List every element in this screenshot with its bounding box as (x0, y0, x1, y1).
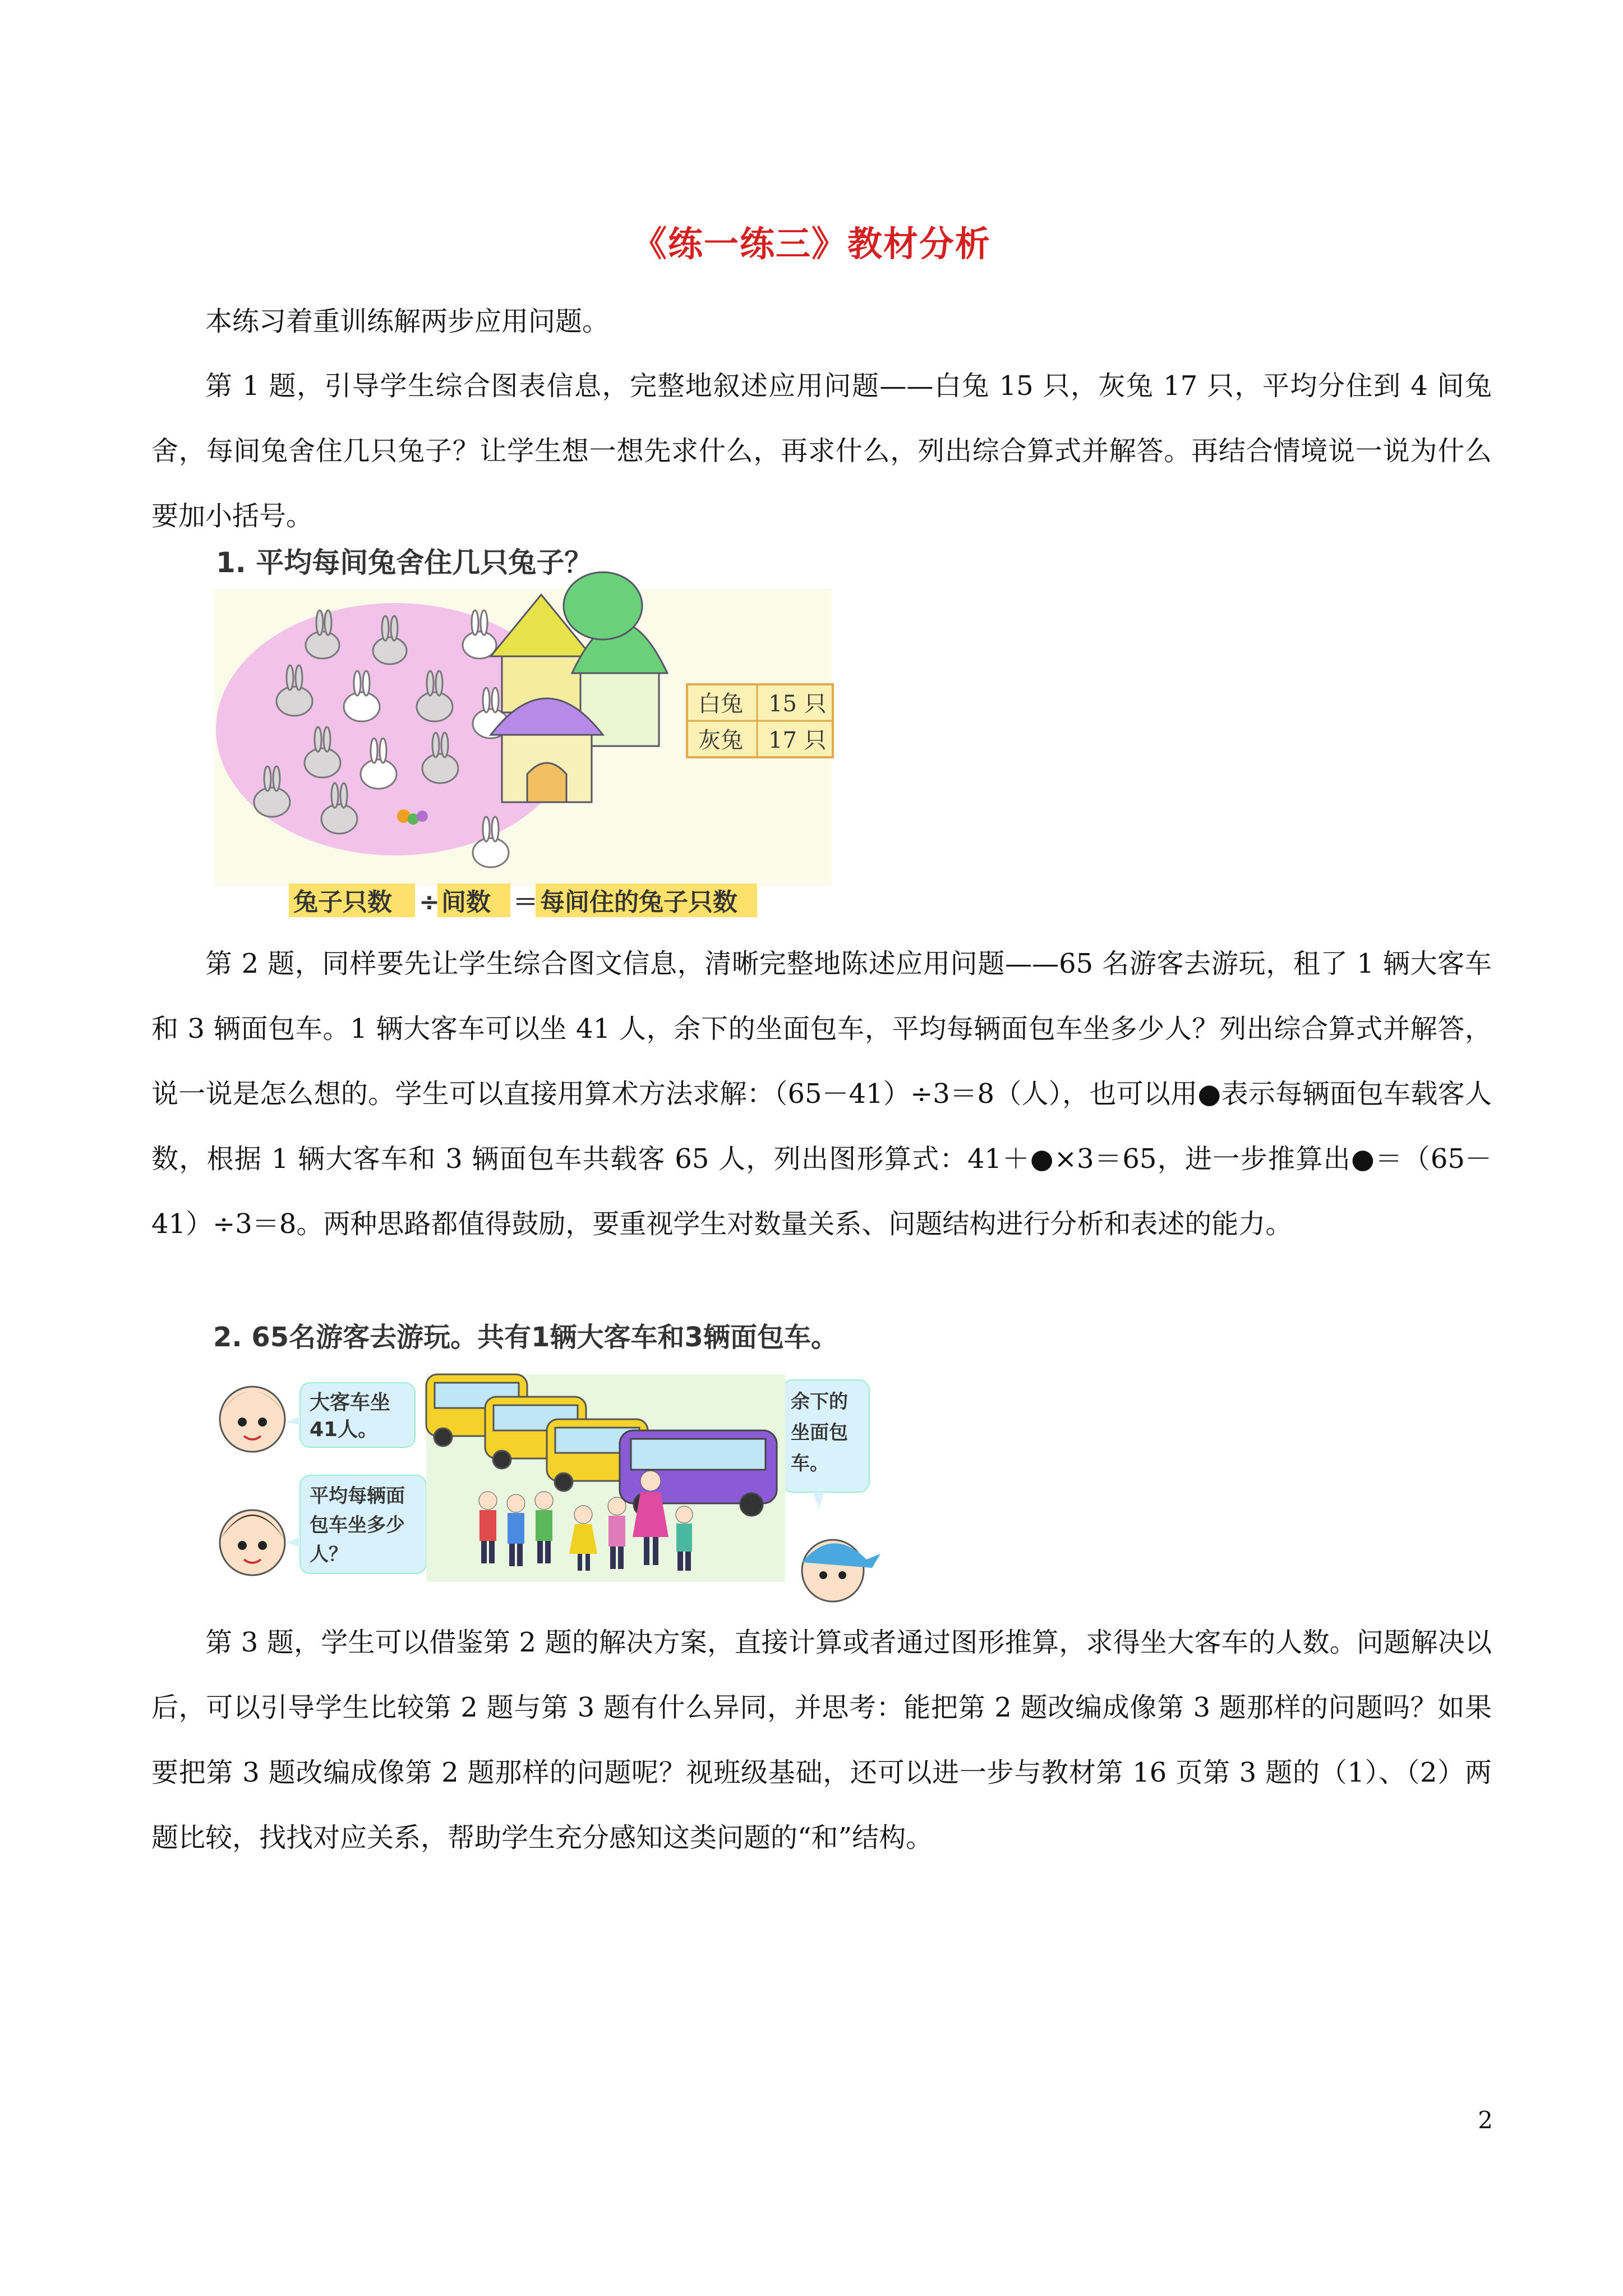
girl-avatar (220, 1510, 285, 1575)
figure-buses (202, 1313, 897, 1604)
paragraph-question-3: 第 3 题，学生可以借鉴第 2 题的解决方案，直接计算或者通过图形推算，求得坐大客车的人数。问题解决以后，可以引导学生比较第 2 题与第 3 题有什么异同，并思考：能把第 2 题改编成像第 3 题那样的问题吗？如果要把第 3 题改编成像第 2 题那样的问题呢？视班级基础，还可以进一步与教材第 16 页第 3 题的（1）、（2）两题比较，找找对应关系，帮助学生充分感知这类问题的“和”结构。 (151, 1627, 1492, 1853)
rabbit-count-table (687, 684, 833, 757)
bubble2-line3: 人？ (310, 1543, 348, 1566)
bubble2-line2: 包车坐多少 (310, 1514, 405, 1536)
table-value-gray: 17 只 (768, 728, 827, 753)
paragraph-intro: 本练习着重训练解两步应用问题。 (205, 306, 610, 337)
bubble2-line1: 平均每辆面 (310, 1485, 405, 1507)
speech-bubble-2 (286, 1475, 426, 1573)
paragraph-question-2: 第 2 题，同样要先让学生综合图文信息，清晰完整地陈述应用问题——65 名游客去游玩，租了 1 辆大客车和 3 辆面包车。1 辆大客车可以坐 41 人，余下的坐面包车，平均每辆面包车坐多少人？列出综合算式并解答，说一说是怎么想的。学生可以直接用算术方法求解：（65－41）÷3＝8（人），也可以用●表示每辆面包车载客人数，根据 1 辆大客车和 3 辆面包车共载客 65 人，列出图形算式：41＋●×3＝65，进一步推算出●＝（65－41）÷3＝8。两种思路都值得鼓励，要重视学生对数量关系、问题结构进行分析和表述的能力。 (151, 948, 1492, 1240)
bubble3-line2: 坐面包 (791, 1421, 848, 1444)
formula-op2: ＝ (513, 888, 538, 917)
bubble3-line3: 车。 (791, 1452, 829, 1475)
table-label-gray: 灰兔 (698, 728, 743, 753)
formula-op1: ÷ (419, 888, 440, 917)
table-value-white: 15 只 (768, 691, 827, 717)
formula-part3: 每间住的兔子只数 (540, 888, 737, 917)
paragraph-question-1: 第 1 题，引导学生综合图表信息，完整地叙述应用问题——白兔 15 只，灰兔 17 只，平均分住到 4 间兔舍，每间兔舍住几只兔子？让学生想一想先求什么，再求什么，列出综合算式并解答。再结合情境说一说为什么要加小括号。 (151, 370, 1492, 532)
figure1-caption: 1. 平均每间兔舍住几只兔子？ (216, 546, 593, 579)
formula-bar (289, 884, 757, 917)
page-number: 2 (1478, 2106, 1493, 2134)
house-door (527, 763, 566, 802)
formula-part1: 兔子只数 (293, 888, 392, 917)
buses-illustration (202, 1313, 897, 1604)
figure-rabbits (210, 539, 855, 931)
bubble1-line1: 大客车坐 (310, 1391, 391, 1414)
bubble3-line1: 余下的 (791, 1391, 848, 1413)
speech-bubble-3 (782, 1380, 869, 1509)
girl-avatar (220, 1387, 285, 1452)
rabbits-illustration (210, 539, 855, 931)
figure2-caption: 2. 65名游客去游玩。共有1辆大客车和3辆面包车。 (213, 1322, 838, 1353)
boy-avatar (802, 1540, 880, 1602)
bubble1-line2: 41人。 (310, 1418, 379, 1441)
house-roof-green (564, 572, 642, 639)
formula-part2: 间数 (441, 888, 491, 917)
page-title: 《练一练三》教材分析 (631, 223, 991, 264)
speech-bubble-1 (286, 1383, 415, 1447)
table-label-white: 白兔 (698, 691, 743, 717)
